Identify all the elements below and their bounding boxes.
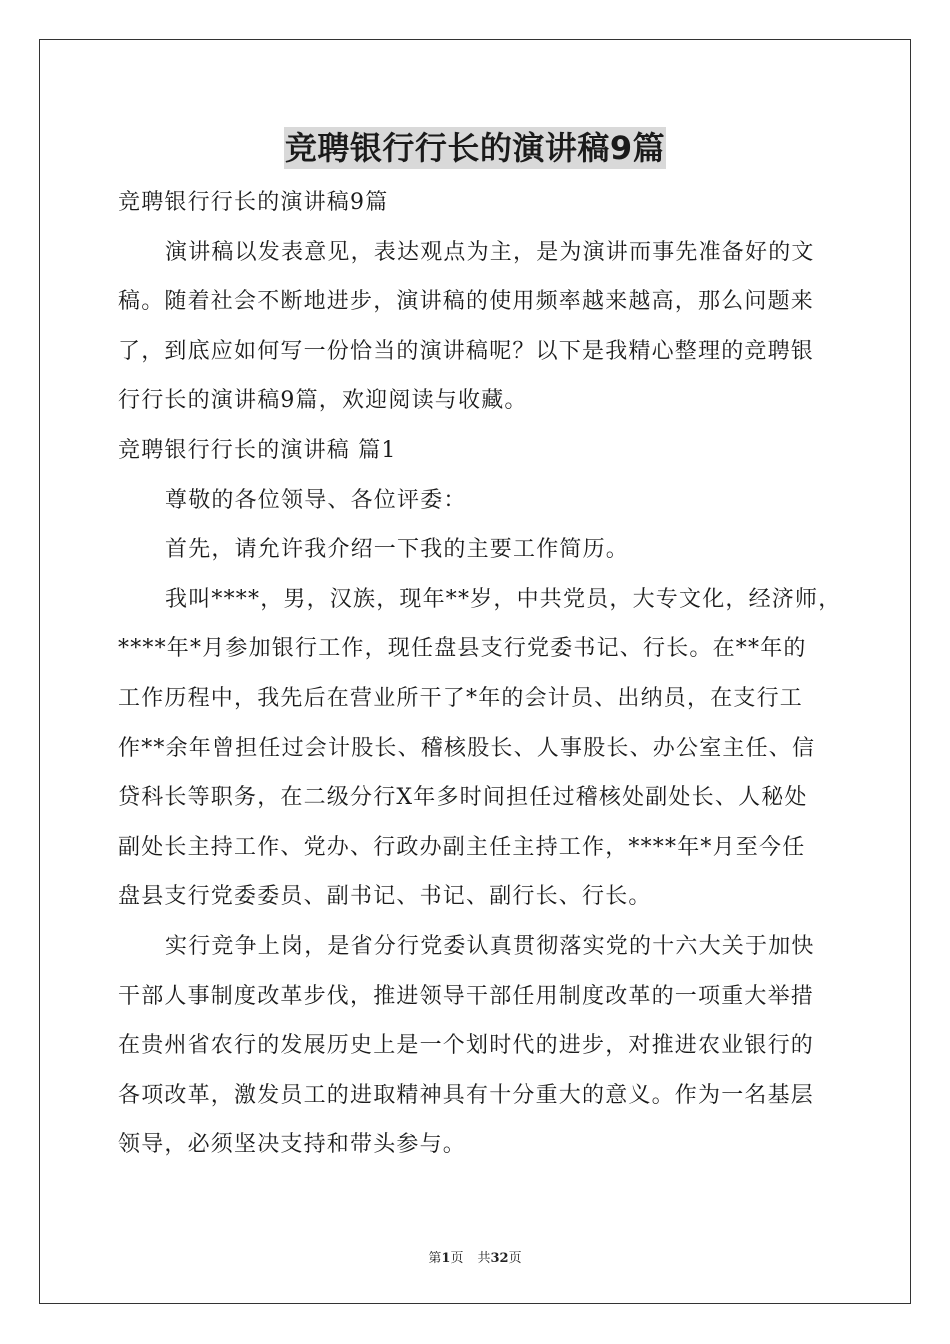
text-line: 在贵州省农行的发展历史上是一个划时代的进步，对推进农业银行的: [118, 1033, 815, 1059]
text-line: 竞聘银行行长的演讲稿9篇: [118, 190, 389, 215]
total-prefix: 共: [477, 1251, 491, 1266]
text-line: 竞聘银行行长的演讲稿 篇1: [118, 437, 397, 463]
text-line: 副处长主持工作、党办、行政办副主任主持工作，****年*月至今任: [118, 834, 806, 860]
page-suffix: 页: [450, 1251, 464, 1266]
text-line: 了，到底应如何写一份恰当的演讲稿呢？以下是我精心整理的竞聘银: [118, 338, 815, 364]
document-title: [0, 127, 950, 169]
text-line: 实行竞争上岗，是省分行党委认真贯彻落实党的十六大关于加快: [165, 933, 815, 959]
text-line: 工作历程中，我先后在营业所干了*年的会计员、出纳员，在支行工: [118, 685, 804, 711]
document-body: [118, 178, 842, 1170]
text-line: ****年*月参加银行工作，现任盘县支行党委书记、行长。在**年的: [118, 636, 807, 662]
text-line: 尊敬的各位领导、各位评委：: [165, 487, 467, 513]
text-line: 稿。随着社会不断地进步，演讲稿的使用频率越来越高，那么问题来: [118, 289, 815, 315]
total-suffix: 页: [508, 1251, 522, 1266]
text-line: 盘县支行党委委员、副书记、书记、副行长、行长。: [118, 884, 652, 910]
total-pages: 32: [490, 1251, 509, 1266]
text-line: 领导，必须坚决支持和带头参与。: [118, 1132, 467, 1158]
text-line: 各项改革，激发员工的进取精神具有十分重大的意义。作为一名基层: [118, 1082, 815, 1108]
text-line: 演讲稿以发表意见，表达观点为主，是为演讲而事先准备好的文: [165, 239, 815, 265]
page-footer: [0, 1247, 950, 1266]
page-number: 1: [441, 1251, 451, 1266]
text-line: 贷科长等职务，在二级分行X年多时间担任过稽核处副处长、人秘处: [118, 785, 808, 811]
text-line: 行行长的演讲稿9篇，欢迎阅读与收藏。: [118, 388, 528, 414]
text-line: 首先，请允许我介绍一下我的主要工作简历。: [165, 537, 630, 563]
document-title-text: 竞聘银行行长的演讲稿9篇: [284, 129, 666, 167]
page-prefix: 第: [428, 1251, 442, 1266]
text-line: 我叫****，男，汉族，现年**岁，中共党员，大专文化，经济师，: [165, 586, 842, 612]
text-line: 干部人事制度改革步伐，推进领导干部任用制度改革的一项重大举措: [118, 983, 815, 1009]
text-line: 作**余年曾担任过会计股长、稽核股长、人事股长、办公室主任、信: [118, 735, 816, 761]
